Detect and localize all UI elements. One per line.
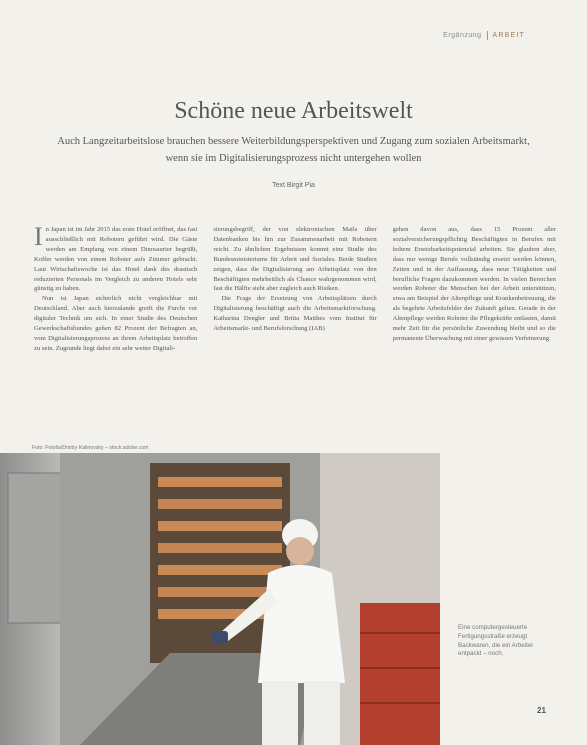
running-header [443, 31, 525, 40]
header-divider [487, 31, 488, 40]
paragraph: Nun ist Japan sicherlich nicht vergleichbar mit Deutschland. Aber auch hierzulande greift die Furcht vor digitaler Technik um sich. In einer Studie des Deutschen Gewerkschaftsbundes gehen 82 Prozent der Befragten an, vom Digitalisierungsprozess an ihrem Arbeitsplatz betroffen zu sein. Zugrunde liegt dabei ein sehr weiter Digitali- [34, 295, 198, 352]
header-section: ARBEIT [492, 32, 525, 39]
paragraph: Die Frage der Ersetzung von Arbeitsplätzen durch Digitalisierung beschäftigt auch die Arbeitsmarktforschung. Katharina Dengler und Britta Matthes vom Institut für Arbeitsmarkt- und Berufsforschung (IAB) [213, 295, 377, 333]
photo-caption: Eine computergesteuerte Fertigungsstraße erzeugt Backwaren, die ein Arbeiter entpackt – noch. [458, 624, 534, 658]
paragraph [34, 225, 197, 294]
header-label: Ergänzung [443, 32, 482, 39]
white-uniform [258, 565, 345, 683]
paragraph: gehen davon aus, dass 15 Prozent aller sozialversicherungspflichtig Beschäftigten in Berufen mit hohem Ersetzbarkeitspotenzial arbeiten. Sie glauben aber, dass nur wenige Berufe vollständig ersetzt werden können, Zeiten und in der Auffassung, dass neue Tätigkeiten und berufliche Fragen dazukommen werden. In vielen Bereichen werden Roboter die Menschen bei der Arbeit unterstützen, etwa am Beispiel der Altenpflege und Krankenbetreuung, die als begehrte Arbeitsfelder der Zukunft gelten. Gerade in der Altenpflege werden Roboter die Pflegekräfte entlasten, damit mehr Zeit für die persönliche Zuwendung bleibt und so die permanente Überwachung mit einer gewissen Verfeinerung [392, 226, 556, 342]
page-number: 21 [537, 706, 546, 715]
text-column-3 [393, 225, 556, 435]
article-byline: Text Birgit Pia [272, 182, 315, 189]
photo-credit: Foto: Fotolia/Dmitry Kalinovsky – stock.adobe.com [32, 445, 149, 451]
bakery-photo [0, 453, 440, 745]
text-column-2 [213, 225, 376, 435]
article-title: Schöne neue Arbeitswelt [174, 98, 413, 124]
red-crates [360, 603, 440, 745]
article-body [34, 225, 556, 435]
bakery-illustration [0, 453, 440, 745]
blue-glove [212, 631, 228, 643]
paragraph: sierungsbegriff, der von elektronischen Mails über Datenbanken bis hin zur Zusammenarbeit mit Robotern reicht. Zu ähnlichen Ergebnissen kommt eine Studie des Bundesministeriums für Arbeit und Soziales. Beide Studien zeigen, dass die Digitalisierung am Arbeitsplatz von den Beschäftigten mehrheitlich als Chance wahrgenommen wird, fast die Hälfte sieht aber zugleich auch Risiken. [213, 226, 377, 293]
drop-cap: I [34, 225, 43, 251]
text-column-1 [34, 225, 197, 435]
article-subtitle: Auch Langzeitarbeitslose brauchen bessere Weiterbildungsperspektiven und Zugang zum sozialen Arbeitsmarkt, wenn sie im Digitalisierungsprozess nicht untergehen wollen [57, 136, 530, 164]
paragraph-text: n Japan ist im Jahr 2015 das erste Hotel eröffnet, das fast ausschließlich mit Robotern geführt wird. Die Gäste werden am Empfang von einem Dinosaurier begrüßt, Koffer werden von einem Roboter aufs Zimmer gebracht. Laut Wirtschaftswoche ist das Hotel dank des drastisch reduzierten Personals im Vergleich zu anderen Hotels sehr günstig zu haben. [34, 226, 198, 293]
